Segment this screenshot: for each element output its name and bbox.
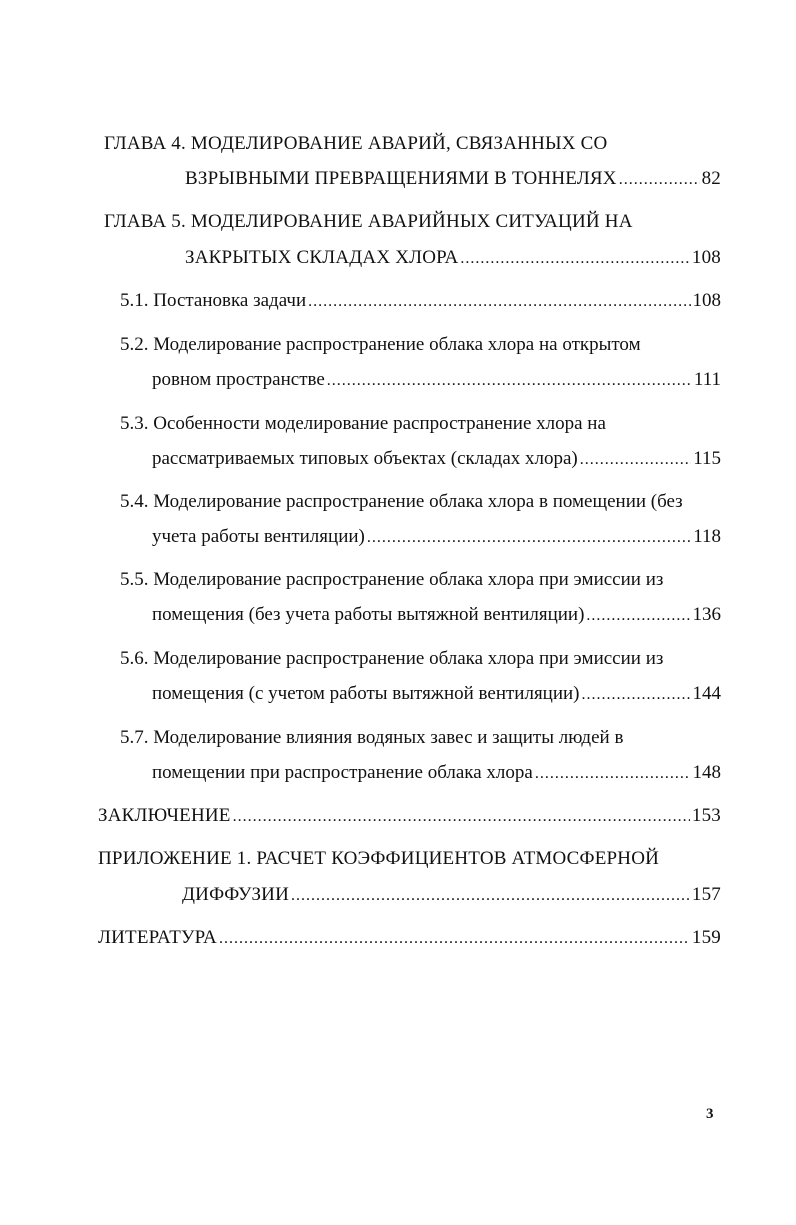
toc-chapter-4-line-1: ГЛАВА 4. МОДЕЛИРОВАНИЕ АВАРИЙ, СВЯЗАННЫХ СО <box>104 133 608 154</box>
toc-appendix-1-line-1: ПРИЛОЖЕНИЕ 1. РАСЧЕТ КОЭФФИЦИЕНТОВ АТМОСФЕРНОЙ <box>98 848 660 869</box>
toc-section-5-2-entry[interactable] <box>152 368 721 393</box>
toc-section-5-6-line-1: 5.6. Моделирование распространение облака хлора при эмиссии из <box>120 648 664 669</box>
toc-literature-page: 159 <box>691 927 721 948</box>
toc-section-5-1-title: 5.1. Постановка задачи <box>120 290 307 311</box>
leader-dots <box>233 805 690 829</box>
toc-appendix-1-page: 157 <box>691 884 721 905</box>
toc-literature-entry[interactable] <box>98 926 721 951</box>
toc-section-5-7-page: 148 <box>692 762 721 783</box>
toc-section-5-5-line-1: 5.5. Моделирование распространение облака хлора при эмиссии из <box>120 569 664 590</box>
toc-section-5-5-page: 136 <box>692 604 721 625</box>
toc-literature-title: ЛИТЕРАТУРА <box>98 927 217 948</box>
leader-dots <box>535 762 691 786</box>
leader-dots <box>291 884 690 908</box>
toc-section-5-2-line-2: ровном пространстве <box>152 369 325 390</box>
toc-chapter-5-line-2: ЗАКРЫТЫХ СКЛАДАХ ХЛОРА <box>185 247 459 268</box>
toc-section-5-6-entry[interactable] <box>152 682 721 707</box>
toc-chapter-4-entry[interactable] <box>185 167 721 192</box>
toc-conclusion-title: ЗАКЛЮЧЕНИЕ <box>98 805 231 826</box>
toc-appendix-1-line-2: ДИФФУЗИИ <box>182 884 290 905</box>
toc-chapter-5-entry[interactable] <box>185 246 721 271</box>
toc-section-5-3-line-2: рассматриваемых типовых объектах (складах хлора) <box>152 448 578 469</box>
toc-chapter-4-page: 82 <box>701 168 721 189</box>
leader-dots <box>308 290 690 314</box>
page-number: 3 <box>706 1106 714 1122</box>
toc-section-5-5-entry[interactable] <box>152 603 721 628</box>
toc-chapter-5-page: 108 <box>691 247 721 268</box>
leader-dots <box>619 168 700 192</box>
toc-section-5-2-line-1: 5.2. Моделирование распространение облака хлора на открытом <box>120 334 641 355</box>
toc-section-5-7-line-2: помещении при распространение облака хлора <box>152 762 533 783</box>
toc-section-5-6-page: 144 <box>692 683 721 704</box>
toc-section-5-1-entry[interactable] <box>120 289 721 314</box>
toc-conclusion-page: 153 <box>691 805 721 826</box>
toc-section-5-4-line-2: учета работы вентиляции) <box>152 526 365 547</box>
toc-section-5-3-line-1: 5.3. Особенности моделирование распространение хлора на <box>120 413 606 434</box>
toc-section-5-3-page: 115 <box>693 448 721 469</box>
toc-chapter-4-line-2: ВЗРЫВНЫМИ ПРЕВРАЩЕНИЯМИ В ТОННЕЛЯХ <box>185 168 617 189</box>
toc-section-5-6-line-2: помещения (с учетом работы вытяжной вентиляции) <box>152 683 580 704</box>
toc-chapter-5-line-1: ГЛАВА 5. МОДЕЛИРОВАНИЕ АВАРИЙНЫХ СИТУАЦИЙ НА <box>104 211 633 232</box>
toc-conclusion-entry[interactable] <box>98 804 721 829</box>
toc-section-5-3-entry[interactable] <box>152 447 721 472</box>
toc-section-5-4-line-1: 5.4. Моделирование распространение облака хлора в помещении (без <box>120 491 683 512</box>
toc-appendix-1-entry[interactable] <box>182 883 721 908</box>
toc-section-5-1-page: 108 <box>692 290 721 311</box>
toc-section-5-2-page: 111 <box>693 369 721 390</box>
leader-dots <box>586 604 690 628</box>
leader-dots <box>582 683 691 707</box>
toc-section-5-4-entry[interactable] <box>152 525 721 550</box>
toc-section-5-5-line-2: помещения (без учета работы вытяжной вентиляции) <box>152 604 585 625</box>
leader-dots <box>327 369 692 393</box>
toc-section-5-7-line-1: 5.7. Моделирование влияния водяных завес и защиты людей в <box>120 727 624 748</box>
leader-dots <box>580 448 691 472</box>
toc-section-5-4-page: 118 <box>693 526 721 547</box>
leader-dots <box>367 526 691 550</box>
toc-section-5-7-entry[interactable] <box>152 761 721 786</box>
leader-dots <box>219 927 690 951</box>
leader-dots <box>460 247 690 271</box>
